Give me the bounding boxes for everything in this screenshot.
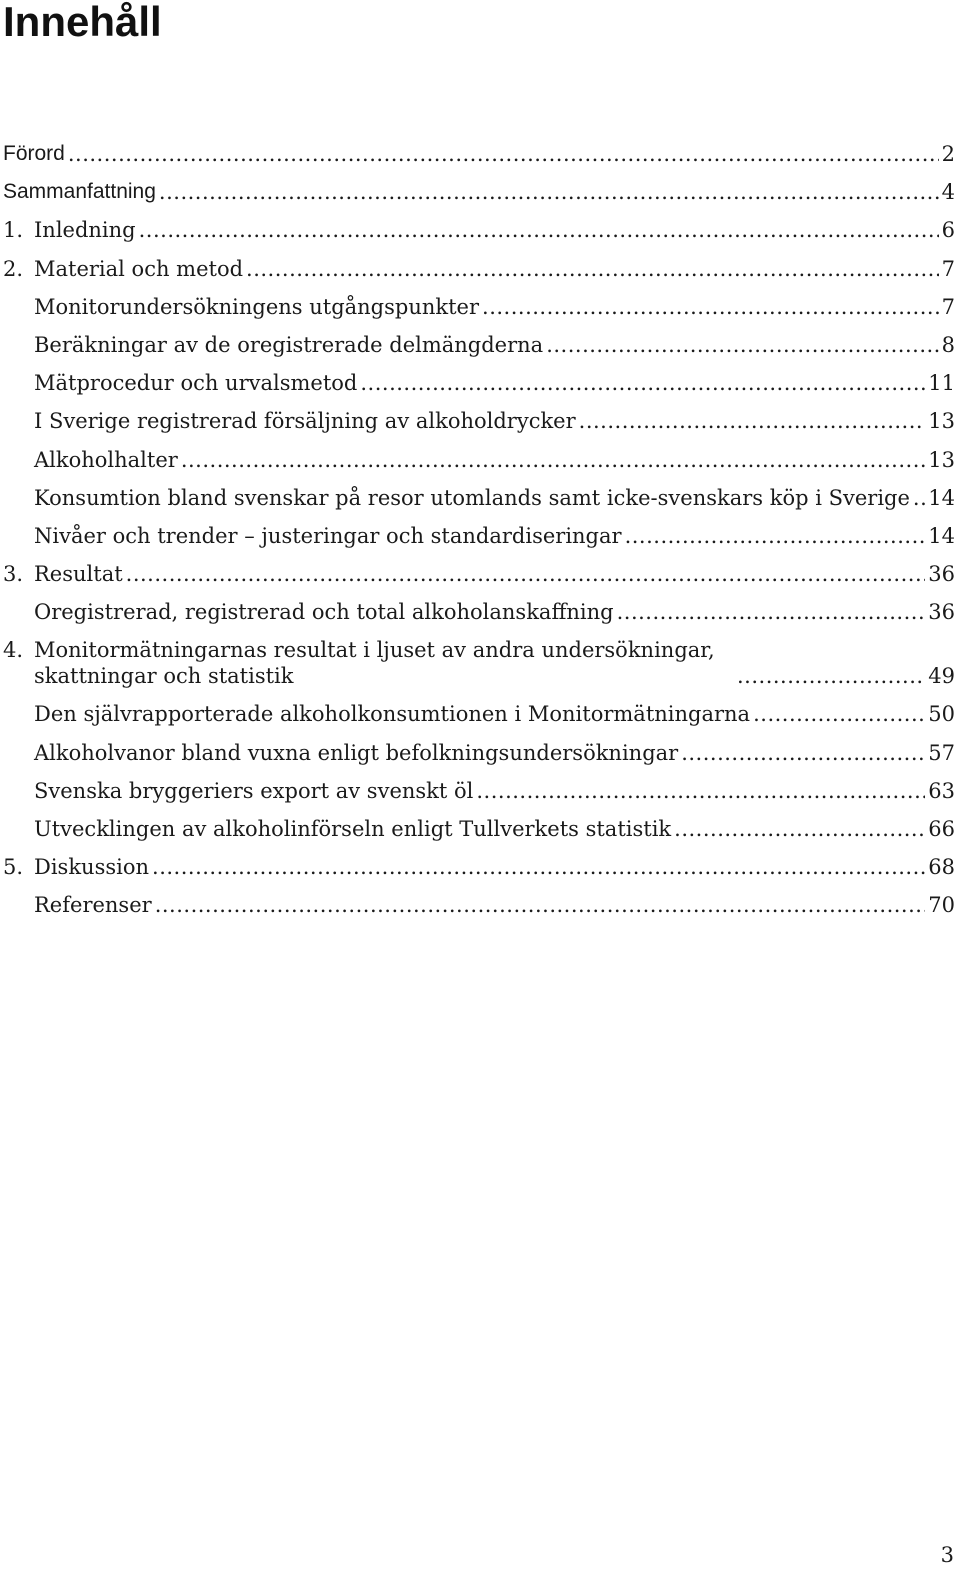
toc-entry-tullverkets-statistik[interactable]	[3, 816, 955, 842]
page-number: 3	[940, 1543, 954, 1567]
toc-title: Monitormätningarnas resultat i ljuset av andra undersökningar, skattningar och statistik	[34, 638, 715, 689]
toc-entry-oregistrerad-registrerad-total[interactable]	[3, 599, 955, 625]
toc-leader	[674, 816, 925, 842]
toc-entry-sammanfattning[interactable]	[3, 179, 955, 205]
toc-entry-bryggeriers-export[interactable]	[3, 778, 955, 804]
toc-leader	[139, 217, 939, 243]
toc-title: Utvecklingen av alkoholinförseln enligt Tullverkets statistik	[34, 817, 672, 841]
toc-title: Referenser	[34, 893, 152, 918]
toc-entry-alkoholhalter[interactable]	[3, 447, 955, 473]
toc-leader	[360, 370, 925, 396]
toc-title: Resultat	[34, 562, 123, 587]
toc-page-number: 36	[928, 600, 955, 625]
toc-page-number: 11	[928, 371, 955, 396]
toc-leader	[476, 778, 925, 804]
toc-entry-sjalvrapporterade-konsumtionen[interactable]	[3, 701, 955, 727]
toc-leader	[155, 892, 926, 918]
toc-title: Oregistrerad, registrerad och total alkoholanskaffning	[34, 600, 614, 625]
toc-entry-forord[interactable]	[3, 141, 955, 167]
toc-page-number: 68	[928, 855, 955, 880]
toc-leader	[482, 294, 939, 320]
table-of-contents	[3, 141, 955, 931]
toc-title: Nivåer och trender – justeringar och standardiseringar	[34, 523, 622, 548]
toc-page-number: 36	[928, 562, 955, 587]
toc-title: Monitorundersökningens utgångspunkter	[34, 294, 480, 319]
toc-page-number: 50	[928, 702, 955, 727]
toc-leader	[152, 854, 925, 880]
toc-page-number: 13	[928, 447, 955, 472]
toc-section-number: 2.	[3, 256, 24, 281]
toc-entry-inledning[interactable]	[3, 217, 955, 243]
toc-entry-resultat[interactable]	[3, 561, 955, 587]
toc-title: I Sverige registrerad försäljning av alkoholdrycker	[34, 409, 576, 434]
toc-leader	[246, 256, 939, 282]
toc-leader	[68, 141, 939, 167]
toc-entry-alkoholvanor-vuxna[interactable]	[3, 740, 955, 766]
toc-entry-berakningar[interactable]	[3, 332, 955, 358]
toc-leader	[181, 447, 925, 473]
toc-title: Beräkningar av de oregistrerade delmängderna	[34, 332, 544, 357]
toc-title: Förord	[3, 142, 65, 165]
toc-entry-konsumtion-resor[interactable]	[3, 485, 955, 511]
toc-page-number: 49	[928, 664, 955, 689]
toc-page-number: 70	[928, 893, 955, 918]
toc-title: Inledning	[34, 218, 136, 243]
toc-entry-referenser[interactable]	[3, 892, 955, 918]
toc-page-number: 66	[928, 817, 955, 841]
toc-page-number: 7	[941, 256, 955, 281]
toc-title: Sammanfattning	[3, 180, 156, 204]
toc-title: Konsumtion bland svenskar på resor utomlands samt icke-svenskars köp i Sverige	[34, 485, 910, 510]
toc-entry-monitormatningarnas-resultat[interactable]	[3, 637, 955, 689]
toc-title: Alkoholhalter	[34, 447, 178, 472]
toc-leader	[126, 561, 926, 587]
toc-leader	[546, 332, 938, 358]
toc-page-number: 2	[941, 142, 955, 166]
toc-leader	[617, 599, 926, 625]
toc-page-number: 63	[928, 778, 955, 803]
toc-leader	[753, 701, 925, 727]
toc-page-number: 13	[928, 409, 955, 434]
toc-entry-registrerad-forsaljning[interactable]	[3, 408, 955, 434]
toc-section-number: 3.	[3, 562, 24, 587]
toc-title: Svenska bryggeriers export av svenskt öl	[34, 778, 474, 803]
toc-section-number: 4.	[3, 638, 24, 663]
toc-title: Diskussion	[34, 855, 150, 880]
toc-entry-matprocedur[interactable]	[3, 370, 955, 396]
toc-leader	[159, 179, 939, 205]
toc-page-number: 8	[941, 332, 955, 357]
toc-leader	[681, 740, 925, 766]
toc-leader	[737, 663, 925, 689]
page-title: Innehåll	[3, 0, 162, 45]
toc-title: Den självrapporterade alkoholkonsumtionen i Monitormätningarna	[34, 702, 751, 727]
toc-entry-diskussion[interactable]	[3, 854, 955, 880]
toc-leader	[913, 485, 925, 511]
toc-section-number: 5.	[3, 855, 24, 880]
toc-section-number: 1.	[3, 218, 24, 243]
toc-title: Alkoholvanor bland vuxna enligt befolkningsundersökningar	[34, 740, 679, 765]
toc-entry-nivaer-och-trender[interactable]	[3, 523, 955, 549]
toc-leader	[625, 523, 926, 549]
toc-entry-material-och-metod[interactable]	[3, 256, 955, 282]
toc-entry-monitorundersokningens-utgangspunkter[interactable]	[3, 294, 955, 320]
toc-page-number: 14	[928, 485, 955, 510]
toc-title: Material och metod	[34, 256, 244, 281]
toc-page-number: 14	[928, 523, 955, 548]
toc-page-number: 6	[941, 218, 955, 243]
toc-leader	[579, 408, 926, 434]
toc-page-number: 57	[928, 740, 955, 765]
toc-page-number: 7	[941, 294, 955, 319]
toc-page-number: 4	[941, 180, 955, 205]
toc-title: Mätprocedur och urvalsmetod	[34, 371, 358, 396]
